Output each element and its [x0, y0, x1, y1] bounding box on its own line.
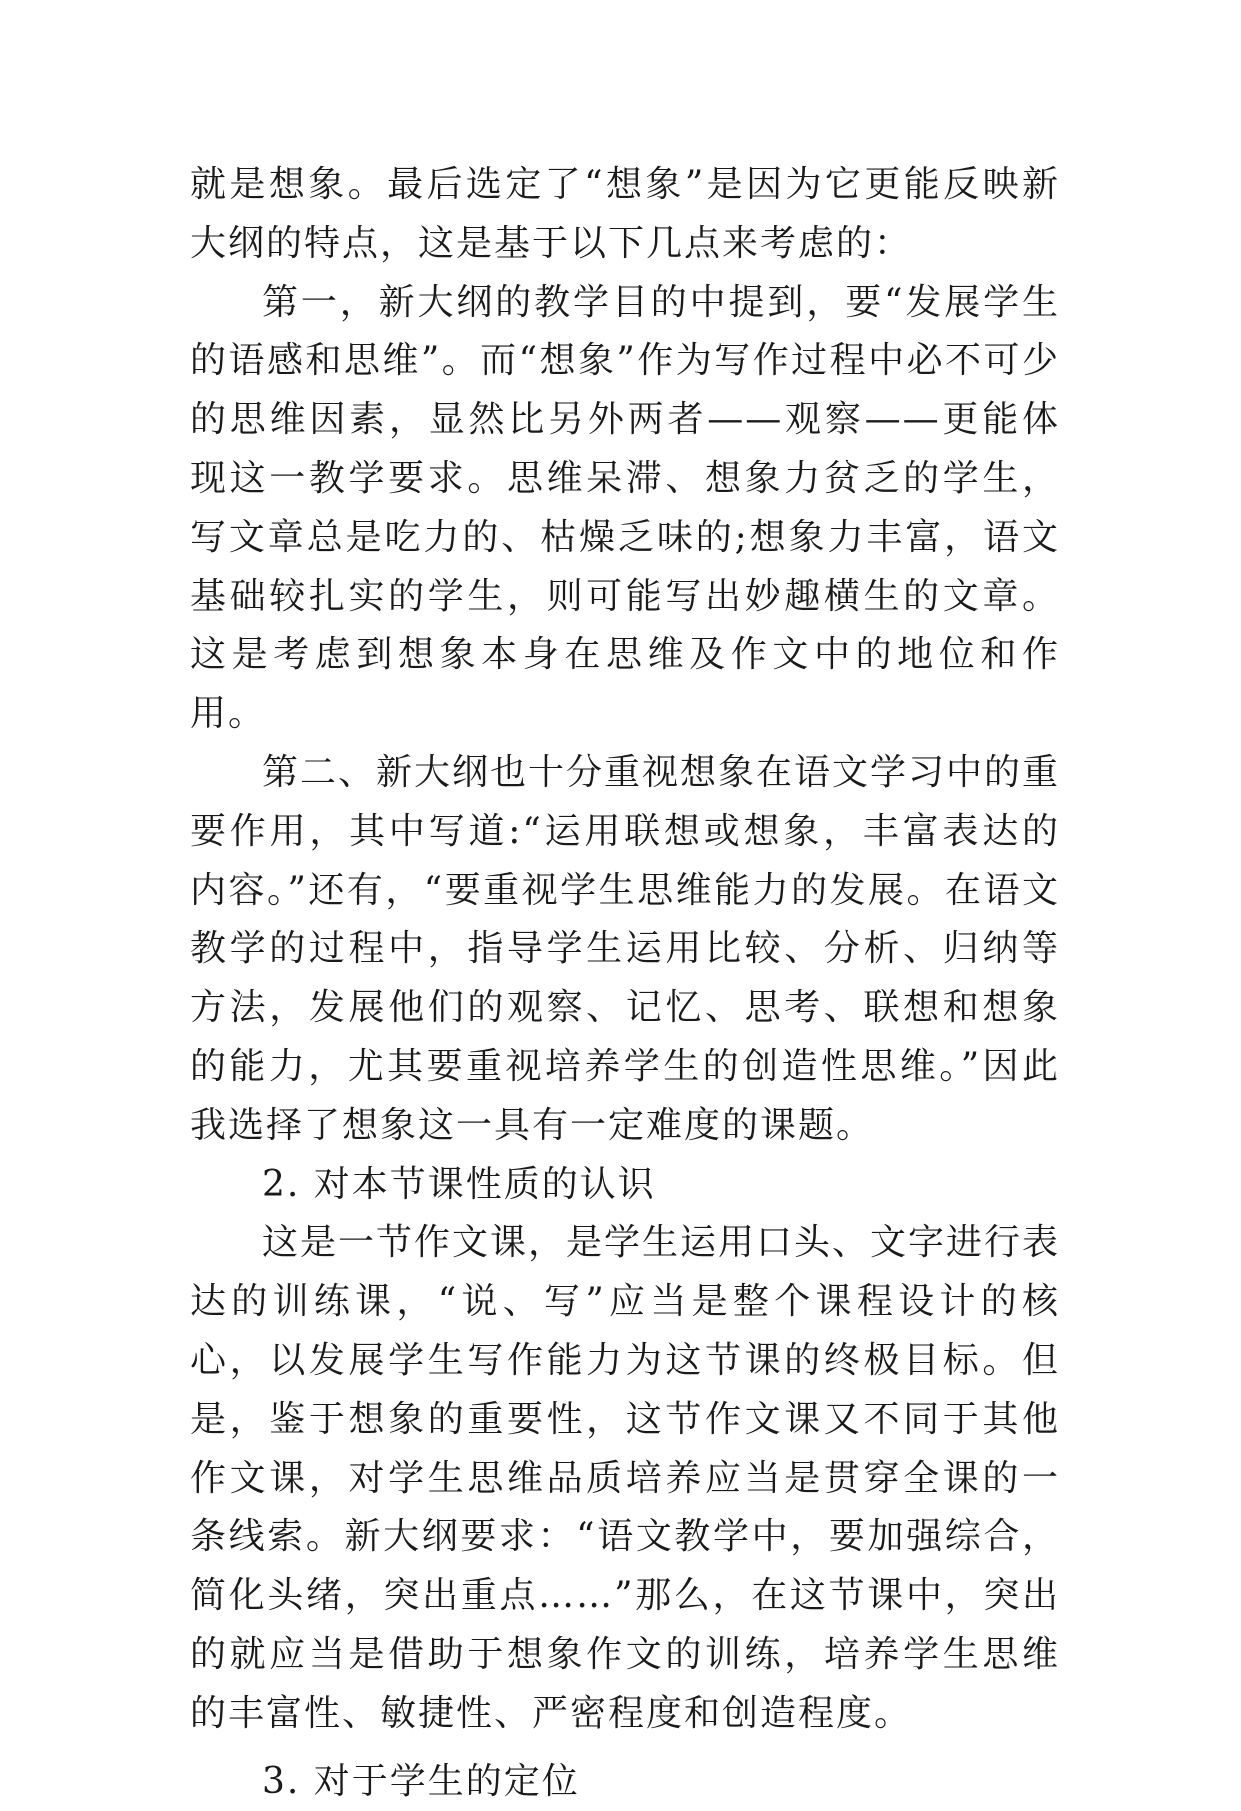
document-body	[190, 156, 1060, 1811]
section-heading-3: 3. 对于学生的定位	[262, 1760, 580, 1802]
paragraph-second-point: 第二、新大纲也十分重视想象在语文学习中的重要作用，其中写道:“运用联想或想象，丰富表达的内容。”还有，“要重视学生思维能力的发展。在语文教学的过程中，指导学生运用比较、分析、归纳等方法，发展他们的观察、记忆、思考、联想和想象的能力，尤其要重视培养学生的创造性思维。”因此我选择了想象这一具有一定难度的课题。	[190, 751, 1061, 1146]
section-heading-2: 2. 对本节课性质的认识	[262, 1163, 656, 1205]
paragraph-first-point: 第一，新大纲的教学目的中提到，要“发展学生的语感和思维”。而“想象”作为写作过程中必不可少的思维因素，显然比另外两者——观察——更能体现这一教学要求。思维呆滞、想象力贫乏的学生，写文章总是吃力的、枯燥乏味的;想象力丰富，语文基础较扎实的学生，则可能写出妙趣横生的文章。这是考虑到想象本身在思维及作文中的地位和作用。	[190, 281, 1060, 735]
paragraph-lesson-nature: 这是一节作文课，是学生运用口头、文字进行表达的训练课，“说、写”应当是整个课程设计的核心，以发展学生写作能力为这节课的终极目标。但是，鉴于想象的重要性，这节作文课又不同于其他作文课，对学生思维品质培养应当是贯穿全课的一条线索。新大纲要求：“语文教学中，要加强综合，简化头绪，突出重点……”那么，在这节课中，突出的就应当是借助于想象作文的训练，培养学生思维的丰富性、敏捷性、严密程度和创造程度。	[190, 1222, 1061, 1734]
paragraph-continued: 就是想象。最后选定了“想象”是因为它更能反映新大纲的特点，这是基于以下几点来考虑的：	[190, 164, 1060, 264]
